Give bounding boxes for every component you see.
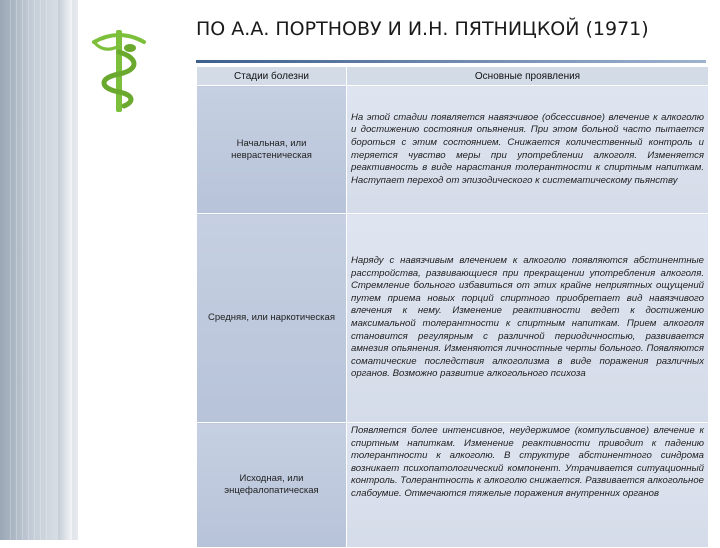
table-row — [197, 86, 709, 214]
stage-cell: Средняя, или наркотическая — [197, 214, 347, 423]
table-row — [197, 214, 709, 423]
rod-of-asclepius-icon — [84, 24, 154, 116]
manifestation-cell: На этой стадии появляется навязчивое (обсессивное) влечение к алкоголю и достижению состояния опьянения. При этом больной часто пытается бороться с этим состоянием. Снижается количественный контроль и теряется чувство меры при употреблении алкоголя. Изменяется реактивность в виде нарастания толерантности к спиртным напиткам. Наступает переход от эпизодического к систематическому пьянству — [347, 86, 709, 214]
column-header-stage: Стадии болезни — [197, 67, 347, 86]
table-row — [197, 423, 709, 548]
left-band-stripes — [10, 0, 50, 540]
left-decorative-band — [0, 0, 78, 540]
column-header-manifestations: Основные проявления — [347, 67, 709, 86]
stage-cell: Начальная, или неврастеническая — [197, 86, 347, 214]
table-header-row — [197, 67, 709, 86]
title-underline — [196, 60, 706, 63]
left-band-highlight — [58, 0, 72, 540]
stage-cell: Исходная, или энцефалопатическая — [197, 423, 347, 548]
manifestation-cell: Наряду с навязчивым влечением к алкоголю появляются абстинентные расстройства, развивающиеся при прекращении употребления алкоголя. Стремление больного избавиться от этих крайне неприятных ощущений путем приема новых порций спиртного приобретает вид навязчивого влечения к нему. Изменение реактивности ведет к достижению максимальной толерантности к спиртным напиткам. Прием алкоголя становится регулярным с различной периодичностью, развивается амнезия опьянения. Изменяются личностные черты больного. Появляются соматические последствия алкоголизма в виде поражения различных органов. Возможно развитие алкогольного психоза — [347, 214, 709, 423]
slide-title: ПО А.А. ПОРТНОВУ И И.Н. ПЯТНИЦКОЙ (1971) — [196, 18, 649, 40]
disease-stages-table — [196, 66, 709, 548]
manifestation-cell: Появляется более интенсивное, неудержимое (компульсивное) влечение к спиртным напиткам. Изменение реактивности приводит к падению толерантности к алкоголю. В структуре абстинентного синдрома возникает психопатологический компонент. Утрачивается ситуационный контроль. Толерантность к алкоголю снижается. Развивается алкогольное слабоумие. Отмечаются тяжелые поражения внутренних органов — [347, 423, 709, 548]
